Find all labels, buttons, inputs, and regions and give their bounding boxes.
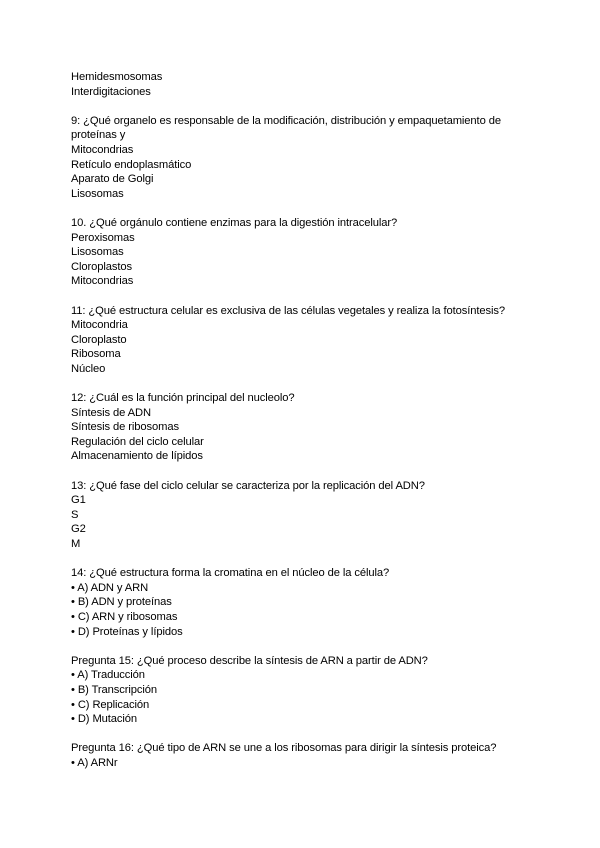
option-item: • C) Replicación xyxy=(71,698,150,711)
question-15 xyxy=(71,654,541,727)
option-item: M xyxy=(71,538,81,550)
option-item: Retículo endoplasmático xyxy=(71,158,192,171)
question-9 xyxy=(71,114,541,202)
spacer xyxy=(71,639,541,654)
option-item: • B) Transcripción xyxy=(71,683,158,696)
option-item: Interdigitaciones xyxy=(71,85,151,98)
spacer xyxy=(71,99,541,114)
question-14 xyxy=(71,566,541,639)
spacer xyxy=(71,727,541,742)
question-text: 11: ¿Qué estructura celular es exclusiva de las células vegetales y realiza la fotosíntesis? xyxy=(71,304,505,317)
option-item: • B) ADN y proteínas xyxy=(71,596,172,609)
question-text: 10. ¿Qué orgánulo contiene enzimas para la digestión intracelular? xyxy=(71,216,398,229)
document-page xyxy=(71,70,541,771)
option-item: G2 xyxy=(71,523,86,536)
previous-question-options xyxy=(71,70,541,99)
option-item: Núcleo xyxy=(71,362,106,375)
option-item: Cloroplasto xyxy=(71,333,127,346)
option-item: • A) ADN y ARN xyxy=(71,581,149,594)
question-text: Pregunta 15: ¿Qué proceso describe la síntesis de ARN a partir de ADN? xyxy=(71,654,428,667)
option-item: Mitocondrias xyxy=(71,275,134,288)
option-item: Ribosoma xyxy=(71,348,121,361)
question-text: 9: ¿Qué organelo es responsable de la modificación, distribución y empaquetamiento de proteínas y xyxy=(71,114,501,142)
question-10 xyxy=(71,216,541,289)
option-item: Lisosomas xyxy=(71,246,124,259)
option-item: Síntesis de ribosomas xyxy=(71,421,179,434)
option-item: • D) Mutación xyxy=(71,713,138,726)
option-item: S xyxy=(71,508,79,521)
option-item: G1 xyxy=(71,494,86,507)
spacer xyxy=(71,376,541,391)
option-item: Síntesis de ADN xyxy=(71,406,151,419)
question-11 xyxy=(71,304,541,377)
option-item: Lisosomas xyxy=(71,187,124,200)
spacer xyxy=(71,201,541,216)
question-text: 12: ¿Cuál es la función principal del nucleolo? xyxy=(71,392,295,405)
option-item: Mitocondria xyxy=(71,319,128,332)
question-text: Pregunta 16: ¿Qué tipo de ARN se une a los ribosomas para dirigir la síntesis proteica? xyxy=(71,742,497,755)
spacer xyxy=(71,552,541,567)
option-item: Regulación del ciclo celular xyxy=(71,435,204,448)
question-text: 13: ¿Qué fase del ciclo celular se caracteriza por la replicación del ADN? xyxy=(71,479,425,492)
option-item: • A) ARNr xyxy=(71,756,118,769)
question-12 xyxy=(71,391,541,464)
option-item: Hemidesmosomas xyxy=(71,71,163,83)
question-text: 14: ¿Qué estructura forma la cromatina en el núcleo de la célula? xyxy=(71,567,390,580)
option-item: • D) Proteínas y lípidos xyxy=(71,625,183,638)
spacer xyxy=(71,464,541,479)
question-16 xyxy=(71,741,541,770)
option-item: Almacenamiento de lípidos xyxy=(71,450,203,463)
option-item: Mitocondrias xyxy=(71,143,134,156)
option-item: Peroxisomas xyxy=(71,231,135,244)
option-item: Aparato de Golgi xyxy=(71,173,154,186)
option-item: • A) Traducción xyxy=(71,669,145,682)
option-item: • C) ARN y ribosomas xyxy=(71,610,178,623)
question-13 xyxy=(71,479,541,552)
spacer xyxy=(71,289,541,304)
option-item: Cloroplastos xyxy=(71,260,132,273)
